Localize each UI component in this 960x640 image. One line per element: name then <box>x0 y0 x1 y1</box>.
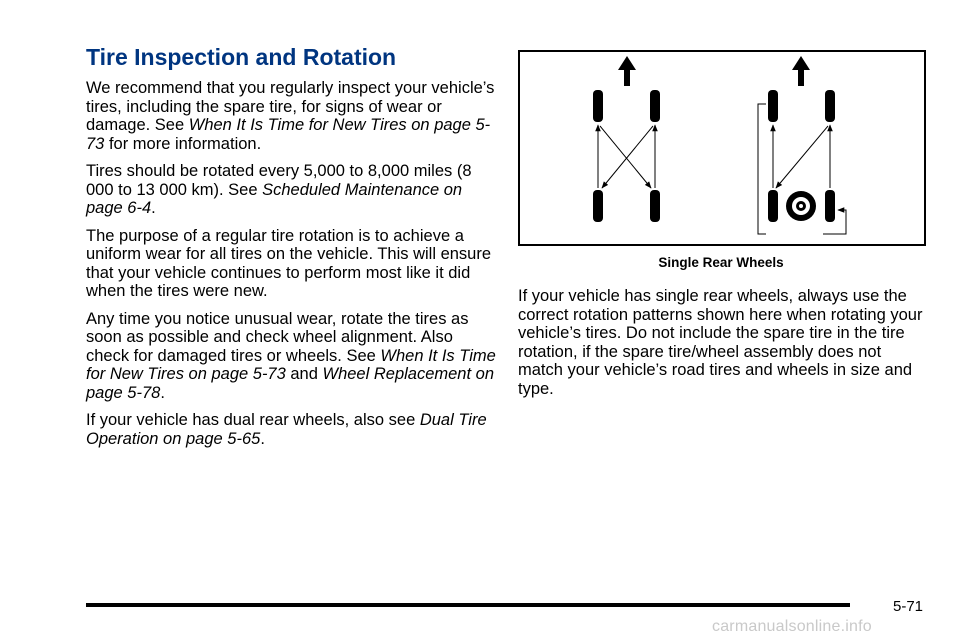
cross-reference-link[interactable]: Wheel Replacement on page 5-78 <box>86 365 495 402</box>
tire-icon <box>768 90 778 122</box>
figure-caption: Single Rear Wheels <box>658 255 784 270</box>
paragraph-purpose <box>86 227 496 301</box>
left-column <box>86 44 496 457</box>
tire-icon <box>650 90 660 122</box>
footer-rule <box>86 603 850 607</box>
cross-reference-link[interactable]: When It Is Time for New Tires on page 5-73 <box>86 116 491 153</box>
right-column <box>518 50 924 407</box>
forward-arrow-icon <box>792 56 810 86</box>
tire-icon <box>768 190 778 222</box>
tire-icon <box>593 190 603 222</box>
tire-icon <box>650 190 660 222</box>
text: . <box>260 429 265 448</box>
rotation-arrow-icon <box>598 125 655 188</box>
text: The purpose of a regular tire rotation is to achieve a uniform wear for all tires on the vehicle. This will ensure that your vehicle continues to perform most like it did when the tires were new. <box>86 226 492 300</box>
text: If your vehicle has dual rear wheels, also see <box>86 411 420 429</box>
paragraph-single-rear: If your vehicle has single rear wheels, always use the correct rotation patterns shown here when rotating your vehicle’s tires. Do not include the spare tire in the tire rotation, if the spare tire/wheel assembly does not match your vehicle’s road tires and wheels in size and type. <box>518 287 923 398</box>
tire-icon <box>593 90 603 122</box>
text: Any time you notice unusual wear, rotate the tires as soon as possible and check wheel alignment. Also check for damaged tires or wheels. See <box>86 309 469 365</box>
section-heading: Tire Inspection and Rotation <box>86 44 397 70</box>
watermark: carmanualsonline.info <box>712 618 872 635</box>
cross-reference-link[interactable]: Scheduled Maintenance on page 6-4 <box>86 180 463 217</box>
page-number: 5-71 <box>893 598 924 615</box>
text: Tires should be rotated every 5,000 to 8,000 miles (8 000 to 13 000 km). See <box>86 162 472 199</box>
spare-tire-icon <box>786 191 816 221</box>
tire-rotation-diagram <box>518 50 926 246</box>
text: for more information. <box>104 134 262 153</box>
paragraph-unusual-wear <box>86 310 496 403</box>
paragraph-interval <box>86 162 496 218</box>
forward-arrow-icon <box>618 56 636 86</box>
text: and <box>285 365 323 383</box>
cross-reference-link[interactable]: When It Is Time for New Tires on page 5-73 <box>86 346 496 383</box>
cross-reference-link[interactable]: Dual Tire Operation on page 5-65 <box>86 411 487 448</box>
tire-icon <box>825 90 835 122</box>
tire-icon <box>825 190 835 222</box>
text: We recommend that you regularly inspect your vehicle’s tires, including the spare tire, for signs of wear or damage. See <box>86 79 495 134</box>
paragraph-inspection <box>86 79 496 153</box>
text: . <box>151 199 156 217</box>
rotation-pattern-svg <box>520 52 924 244</box>
text: . <box>160 383 165 402</box>
paragraph-dual-rear <box>86 411 496 448</box>
